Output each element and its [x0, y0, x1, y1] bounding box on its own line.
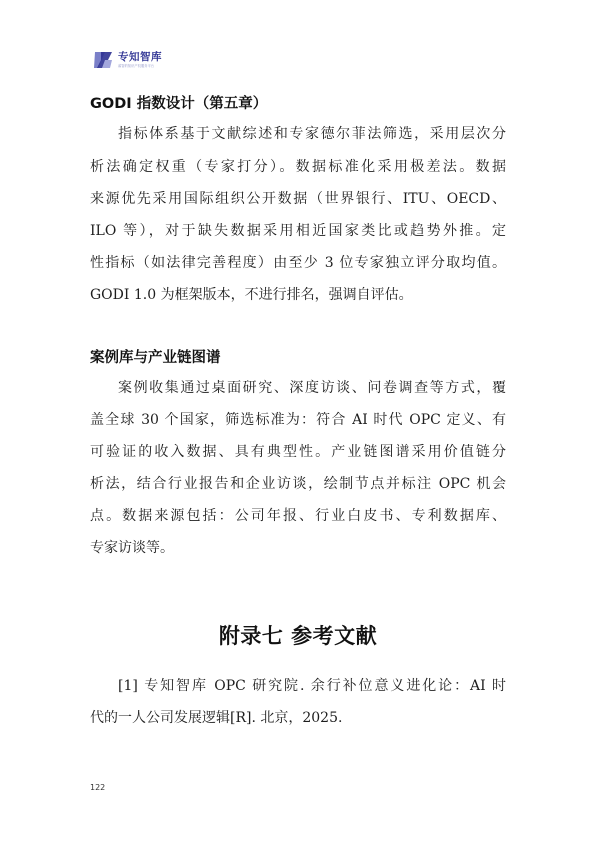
- reference-line: 代的一人公司发展逻辑[R]. 北京，2025.: [90, 710, 343, 726]
- paragraph-line: 来源优先采用国际组织公开数据（世界银行、ITU、OECD、: [90, 191, 506, 207]
- paragraph-line: 点。数据来源包括：公司年报、行业白皮书、专利数据库、: [90, 508, 506, 524]
- paragraph-line: ILO 等），对于缺失数据采用相近国家类比或趋势外推。定: [90, 223, 506, 239]
- paragraph-line: 性指标（如法律完善程度）由至少 3 位专家独立评分取均值。: [90, 255, 506, 271]
- logo-mark-icon: [92, 49, 114, 71]
- section-heading-godi: GODI 指数设计（第五章）: [90, 96, 268, 112]
- paragraph-line: 可验证的收入数据、具有典型性。产业链图谱采用价值链分: [90, 444, 506, 460]
- logo-subtitle: 睿智的知识产权服务平台: [118, 63, 155, 68]
- reference-line: [1] 专知智库 OPC 研究院. 余行补位意义进化论：AI 时: [118, 678, 506, 694]
- appendix-title: 附录七 参考文献: [218, 624, 378, 648]
- logo-text: [118, 52, 162, 68]
- paragraph-line: GODI 1.0 为框架版本，不进行排名，强调自评估。: [90, 287, 413, 303]
- paragraph-line: 专家访谈等。: [90, 540, 174, 556]
- section-heading-case-library: 案例库与产业链图谱: [90, 350, 221, 366]
- paragraph-line: 案例收集通过桌面研究、深度访谈、问卷调查等方式，覆: [118, 380, 506, 396]
- page-number: 122: [90, 783, 106, 792]
- header-logo: [92, 48, 162, 72]
- paragraph-line: 析法确定权重（专家打分）。数据标准化采用极差法。数据: [90, 159, 506, 175]
- paragraph-line: 盖全球 30 个国家，筛选标准为：符合 AI 时代 OPC 定义、有: [90, 412, 506, 428]
- paragraph-line: 指标体系基于文献综述和专家德尔菲法筛选，采用层次分: [118, 126, 506, 142]
- paragraph-line: 析法，结合行业报告和企业访谈，绘制节点并标注 OPC 机会: [90, 476, 506, 492]
- logo-name: 专知智库: [118, 51, 162, 64]
